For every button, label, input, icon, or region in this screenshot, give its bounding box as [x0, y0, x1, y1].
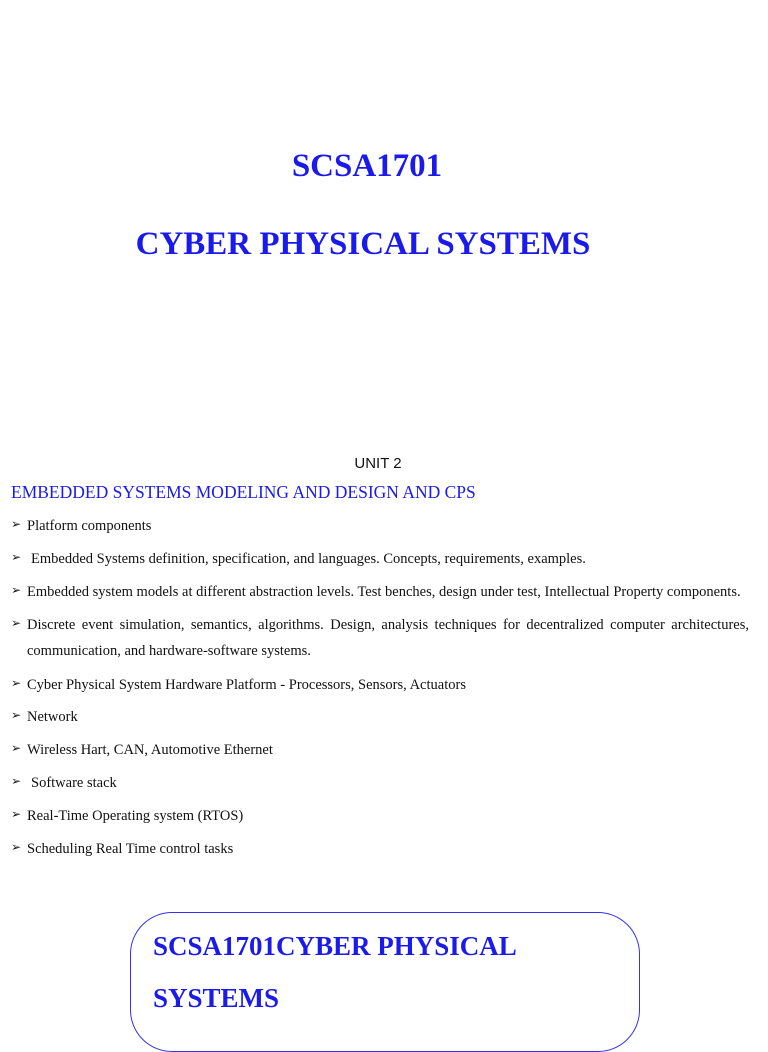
arrow-bullet-icon: ➢ [11, 708, 22, 722]
topic-text: Platform components [27, 518, 152, 534]
arrow-bullet-icon: ➢ [11, 741, 22, 755]
topic-item [11, 546, 749, 572]
topic-item [11, 579, 749, 605]
arrow-bullet-icon: ➢ [11, 840, 22, 854]
topic-text: Embedded system models at different abstraction levels. Test benches, design under test, Intellectual Property components. [27, 584, 741, 600]
callout-title: SCSA1701CYBER PHYSICAL SYSTEMS [153, 931, 516, 1013]
arrow-bullet-icon: ➢ [11, 807, 22, 821]
topic-text: Software stack [31, 775, 117, 791]
arrow-bullet-icon: ➢ [11, 550, 22, 564]
topic-text: Discrete event simulation, semantics, algorithms. Design, analysis techniques for decentralized computer architectures, communication, and hardware-software systems. [27, 617, 749, 659]
topic-text: Network [27, 709, 78, 725]
course-title: CYBER PHYSICAL SYSTEMS [135, 226, 591, 262]
topic-item [11, 836, 749, 862]
topic-item [11, 803, 749, 829]
topic-item [11, 704, 749, 730]
unit-label: UNIT 2 [354, 455, 402, 472]
arrow-bullet-icon: ➢ [11, 676, 22, 690]
topic-text: Wireless Hart, CAN, Automotive Ethernet [27, 742, 273, 758]
topic-item [11, 672, 749, 698]
arrow-bullet-icon: ➢ [11, 616, 22, 630]
topic-item [11, 770, 749, 796]
topic-item [11, 513, 749, 539]
topic-text: Cyber Physical System Hardware Platform - Processors, Sensors, Actuators [27, 677, 466, 693]
arrow-bullet-icon: ➢ [11, 774, 22, 788]
topic-text: Real-Time Operating system (RTOS) [27, 808, 244, 824]
arrow-bullet-icon: ➢ [11, 583, 22, 597]
arrow-bullet-icon: ➢ [11, 517, 22, 531]
topic-text: Scheduling Real Time control tasks [27, 841, 234, 857]
course-code-title: SCSA1701 [291, 148, 443, 184]
topic-text: Embedded Systems definition, specification, and languages. Concepts, requirements, examples. [31, 551, 586, 567]
topic-item [11, 737, 749, 763]
unit-heading: EMBEDDED SYSTEMS MODELING AND DESIGN AND CPS [11, 482, 476, 502]
topic-item [11, 612, 749, 664]
